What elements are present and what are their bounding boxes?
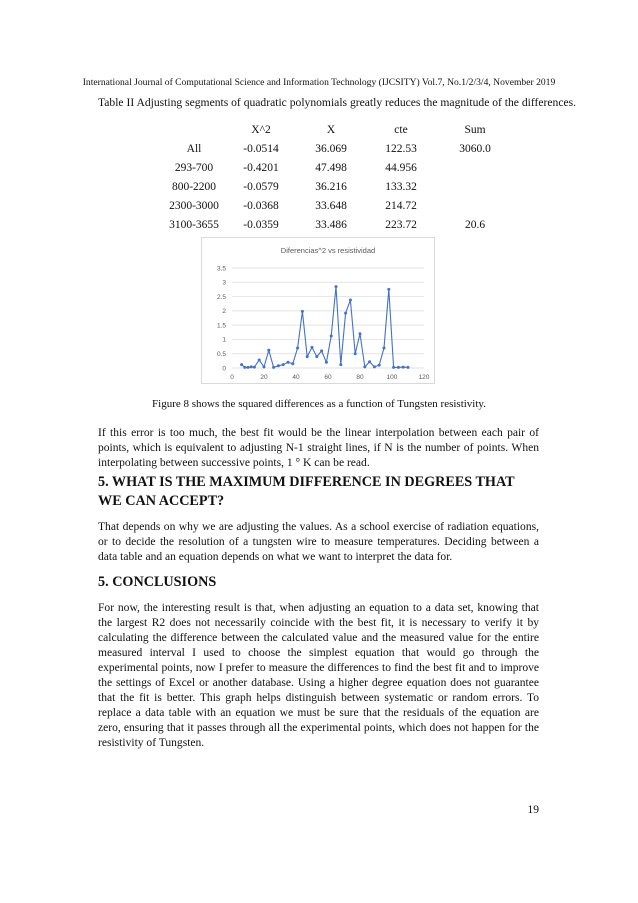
data-point: [315, 355, 318, 358]
data-point: [250, 365, 253, 368]
table-header-cell: [160, 121, 228, 140]
data-point: [373, 365, 376, 368]
data-point: [349, 299, 352, 302]
journal-header: International Journal of Computational Science and Information Technology (IJCSITY) Vol.7, No.1/2/3/4, November 2019: [82, 77, 556, 88]
table-cell: 800-2200: [171, 181, 217, 194]
table-cell: 133.32: [385, 181, 417, 194]
chart-title: Diferencias^2 vs resistividad: [280, 246, 376, 255]
data-point: [402, 366, 405, 369]
y-tick-label: 3: [222, 279, 226, 287]
data-point: [306, 355, 309, 358]
squared-differences-chart: [202, 238, 434, 383]
data-point: [335, 285, 338, 288]
table-cell: [434, 159, 516, 178]
table-row: [160, 140, 516, 159]
table-cell: 2300-3000: [169, 200, 219, 212]
data-point: [359, 332, 362, 335]
x-tick-label: 40: [292, 374, 300, 381]
y-tick-label: 1.5: [216, 322, 226, 330]
x-tick-label: 100: [386, 374, 398, 381]
data-point: [296, 347, 299, 350]
paragraph-interpolation: If this error is too much, the best fit would be the linear interpolation between each pair of points, which is equivalent to adjusting N-1 straight lines, if N is the number of points. When interpolating between successive points, 1 ° K can be read.: [98, 427, 539, 469]
data-point: [247, 366, 250, 369]
table-cell: [434, 197, 516, 216]
data-point: [378, 364, 381, 367]
table-cell: -0.0368: [243, 200, 279, 212]
table-row: [160, 159, 516, 178]
table-cell: 122.53: [385, 143, 417, 156]
table-caption: Table II Adjusting segments of quadratic polynomials greatly reduces the magnitude of the differences.: [98, 96, 577, 109]
x-tick-label: 80: [356, 374, 364, 381]
x-tick-label: 120: [418, 374, 430, 381]
data-point: [354, 352, 357, 355]
table-cell: 36.069: [315, 143, 347, 156]
data-point: [267, 349, 270, 352]
data-point: [407, 366, 410, 369]
data-point: [258, 359, 261, 362]
data-point: [392, 366, 395, 369]
data-point: [368, 360, 371, 363]
y-tick-label: 2.5: [216, 293, 226, 301]
table-header-cell: Sum: [464, 124, 486, 137]
coefficients-table: [160, 121, 516, 234]
table-cell: 33.486: [315, 218, 347, 231]
table-cell: 214.72: [385, 200, 417, 212]
data-point: [383, 347, 386, 350]
table-cell: 33.648: [315, 200, 347, 212]
table-cell: 20.6: [464, 218, 486, 231]
table-cell: 293-700: [174, 162, 214, 175]
x-tick-label: 0: [230, 374, 234, 381]
data-point: [311, 346, 314, 349]
data-point: [263, 365, 266, 368]
y-tick-label: 3.5: [216, 265, 226, 273]
data-point: [243, 366, 246, 369]
data-point: [282, 363, 285, 366]
paragraph-depends: That depends on why we are adjusting the values. As a school exercise of radiation equations, or to decide the resolution of a tungsten wire to measure temperatures. Deciding between a data table and an equation depends on what we want to interpret the data for.: [98, 521, 539, 563]
y-tick-label: 1: [222, 336, 226, 344]
data-point: [253, 366, 256, 369]
table-header-cell: X^2: [251, 124, 271, 137]
data-point: [344, 312, 347, 315]
figure-caption: Figure 8 shows the squared differences as a function of Tungsten resistivity.: [152, 398, 486, 410]
table-row: [160, 215, 516, 234]
data-point: [387, 288, 390, 291]
x-tick-label: 60: [324, 374, 332, 381]
series-line: [242, 287, 408, 368]
data-point: [330, 335, 333, 338]
y-tick-label: 2: [222, 308, 226, 316]
table-cell: 36.216: [315, 181, 347, 194]
data-point: [325, 361, 328, 364]
table-cell: -0.4201: [243, 162, 279, 175]
table-cell: [434, 178, 516, 197]
table-cell: 47.498: [315, 162, 347, 175]
data-point: [339, 363, 342, 366]
table-row: [160, 178, 516, 197]
table-cell: 44.956: [385, 162, 417, 175]
table-header-cell: X: [326, 124, 336, 137]
data-point: [287, 361, 290, 364]
table-cell: 223.72: [385, 218, 417, 231]
table-cell: -0.0514: [243, 143, 279, 156]
data-point: [363, 365, 366, 368]
chart-frame: [201, 237, 435, 384]
x-tick-label: 20: [260, 374, 268, 381]
table-cell: 3100-3655: [169, 218, 219, 231]
data-point: [272, 366, 275, 369]
table-header-row: [160, 121, 516, 140]
section-heading-maximum-difference: 5. WHAT IS THE MAXIMUM DIFFERENCE IN DEGREES THAT WE CAN ACCEPT?: [98, 474, 515, 509]
data-point: [301, 310, 304, 313]
section-heading-conclusions: 5. CONCLUSIONS: [98, 574, 217, 590]
table-cell: -0.0359: [243, 218, 279, 231]
page-number: 19: [527, 804, 539, 816]
table-cell: All: [186, 143, 202, 156]
table-header-cell: cte: [394, 124, 408, 137]
data-point: [291, 362, 294, 365]
paragraph-conclusions: For now, the interesting result is that, when adjusting an equation to a data set, knowing that the largest R2 does not necessarily coincide with the best fit, it is necessary to verify it by calculating the difference between the calculated value and the measured value for the entire measured interval I used to choose the simplest equation that would go through the experimental points, now I prefer to measure the differences to find the best fit and to improve the settings of Excel or another database. Using a higher degree equation does not guarantee that the fit is better. This graph helps distinguish between systematic or random errors. To replace a data table with an equation we must be sure that the residuals of the equation are zero, ensuring that it passes through all the experimental points, which does not happen for the resistivity of Tungsten.: [98, 602, 539, 749]
table-cell: -0.0579: [243, 181, 279, 194]
data-point: [320, 349, 323, 352]
data-point: [277, 364, 280, 367]
y-tick-label: 0.5: [216, 351, 226, 359]
table-cell: 3060.0: [459, 143, 491, 156]
data-point: [397, 366, 400, 369]
y-tick-label: 0: [222, 365, 226, 373]
table-row: [160, 197, 516, 216]
data-point: [240, 363, 243, 366]
